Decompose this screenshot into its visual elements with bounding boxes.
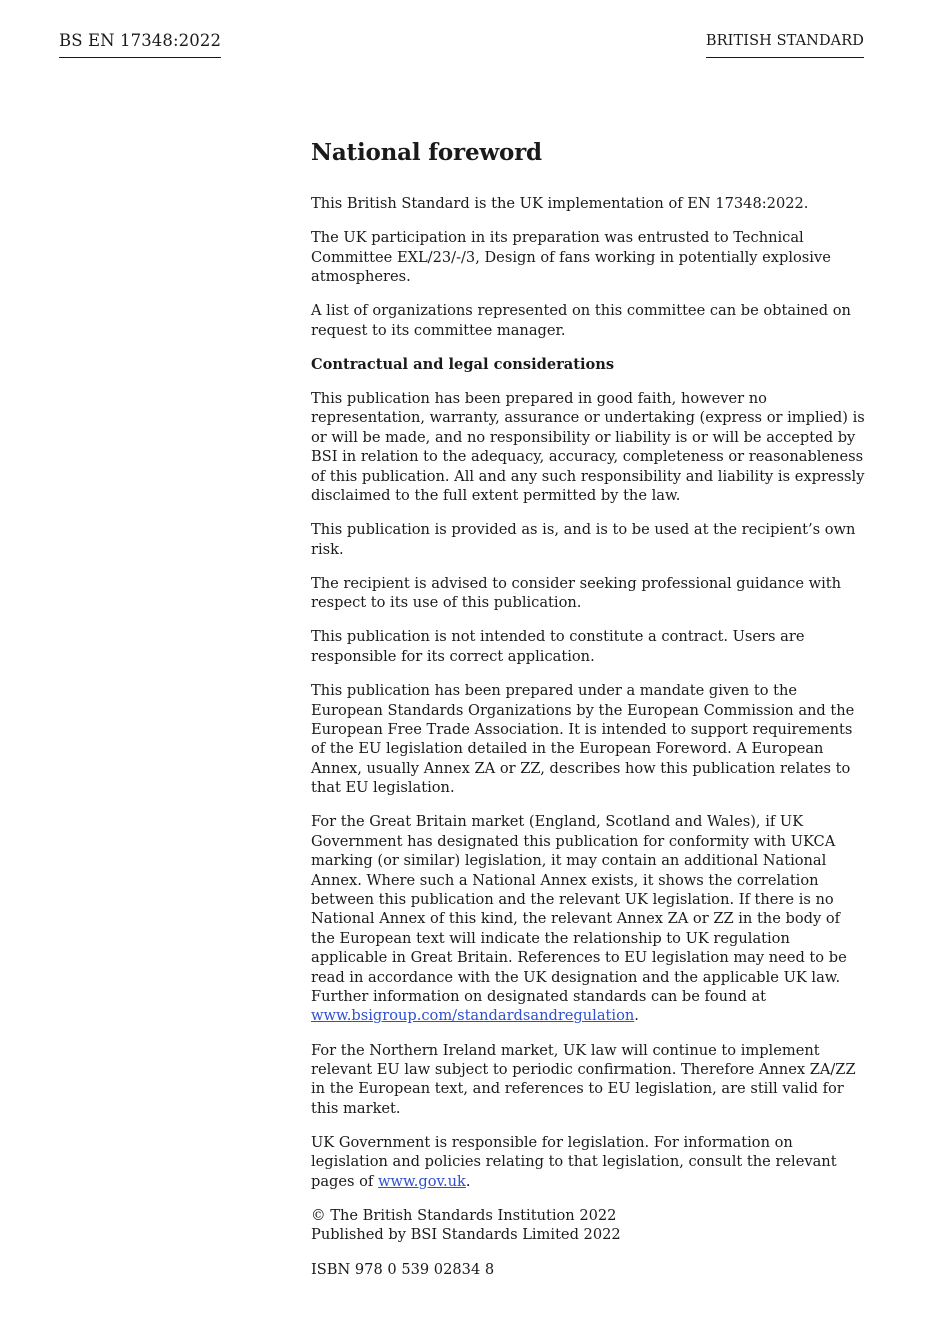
national-foreword-section — [311, 136, 867, 1294]
great-britain-end: . — [634, 1007, 639, 1025]
legislation-paragraph — [311, 1133, 867, 1191]
risk-paragraph: This publication is provided as is, and is to be used at the recipient’s own risk. — [311, 521, 856, 558]
guidance-paragraph: The recipient is advised to consider seeking professional guidance with respect to its use of this publication. — [311, 574, 842, 612]
legislation-text: UK Government is responsible for legislation. For information on legislation and policies relating to that legislation, consult the relevant pages of — [311, 1134, 837, 1190]
bsigroup-link[interactable]: www.bsigroup.com/standardsandregulation — [311, 1007, 635, 1025]
document-identifier: BS EN 17348:2022 — [59, 31, 221, 58]
contractual-heading: Contractual and legal considerations — [311, 355, 615, 373]
great-britain-text: For the Great Britain market (England, Scotland and Wales), if UK Government has designated this publication for conformity with UKCA marking (or similar) legislation, it may contain an additional National Annex. Where such a National Annex exists, it shows the correlation between this publication and the relevant UK legislation. If there is no National Annex of this kind, the relevant Annex ZA or ZZ in the body of the European text will indicate the relationship to UK regulation applicable in Great Britain. References to EU legislation may need to be read in accordance with the UK designation and the applicable UK law. Further information on designated standards can be found at — [311, 813, 847, 1005]
gov-uk-link[interactable]: www.gov.uk — [377, 1172, 466, 1190]
copyright-line: © The British Standards Institution 2022 — [311, 1207, 617, 1225]
standard-series-label: BRITISH STANDARD — [706, 31, 864, 58]
mandate-paragraph: This publication has been prepared under a mandate given to the European Standards Organizations by the European Commission and the European Free Trade Association. It is intended to support requirements of the EU legislation detailed in the European Foreword. A European Annex, usually Annex ZA or ZZ, describes how this publication relates to that EU legislation. — [311, 682, 855, 797]
contract-paragraph: This publication is not intended to constitute a contract. Users are responsible for its correct application. — [311, 628, 805, 665]
copyright-block — [311, 1206, 867, 1245]
implementation-paragraph: This British Standard is the UK implementation of EN 17348:2022. — [311, 195, 809, 212]
great-britain-paragraph — [311, 812, 867, 1025]
page-title: National foreword — [311, 139, 542, 166]
isbn-line: ISBN 978 0 539 02834 8 — [311, 1260, 495, 1278]
legislation-end: . — [465, 1172, 471, 1190]
publisher-line: Published by BSI Standards Limited 2022 — [311, 1226, 621, 1244]
committee-paragraph: The UK participation in its preparation was entrusted to Technical Committee EXL/23/-/3, Design of fans working in potentially explosive atmospheres. — [311, 229, 831, 286]
organizations-paragraph: A list of organizations represented on this committee can be obtained on request to its committee manager. — [311, 302, 851, 339]
disclaimer-paragraph: This publication has been prepared in good faith, however no representation, warranty, assurance or undertaking (express or implied) is or will be made, and no responsibility or liability is or will be accepted by BSI in relation to the adequacy, accuracy, completeness or reasonableness of this publication. All and any such responsibility and liability is expressly disclaimed to the full extent permitted by the law. — [311, 390, 865, 505]
northern-ireland-paragraph: For the Northern Ireland market, UK law will continue to implement relevant EU law subject to periodic confirmation. Therefore Annex ZA/ZZ in the European text, and references to EU legislation, are still valid for this market. — [311, 1041, 856, 1117]
